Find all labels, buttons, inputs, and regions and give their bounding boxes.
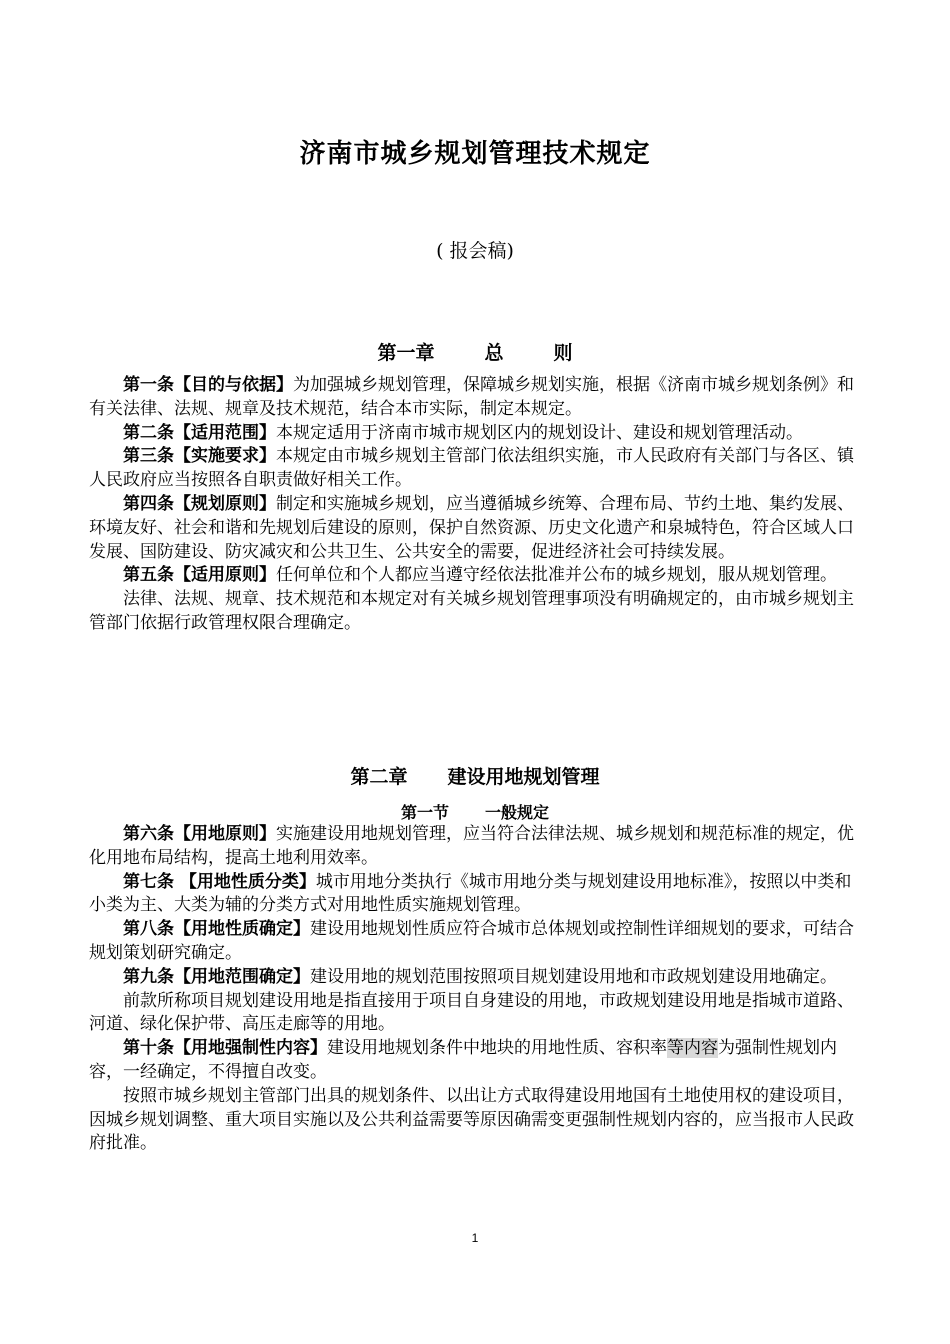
article-text: 制定和实施城乡规划，应当遵循城乡统筹、合理布局、节约土地、集约发展、环境友好、社会和谐和先规划后建设的原则，保护自然资源、历史文化遗产和泉城特色，符合区域人口发展、国防建设、防灾减灾和公共卫生、公共安全的需要，促进经济社会可持续发展。 (89, 493, 854, 562)
article-lead: 第二条【适用范围】 (123, 422, 276, 443)
article-10 (89, 1037, 864, 1085)
article-8 (89, 918, 864, 966)
chapter-1-body (89, 374, 864, 636)
chapter-1-title-b: 则 (553, 342, 573, 364)
article-5-paragraph-2 (89, 588, 864, 636)
article-lead: 第五条【适用原则】 (123, 565, 276, 586)
article-4 (89, 493, 864, 564)
article-lead: 第八条【用地性质确定】 (123, 919, 310, 940)
document-title: 济南市城乡规划管理技术规定 (299, 139, 651, 169)
article-text: 建设用地规划条件中地块的用地性质、容积率 (327, 1038, 667, 1059)
article-lead: 第七条 【用地性质分类】 (123, 871, 316, 892)
article-lead: 第四条【规划原则】 (123, 493, 276, 514)
chapter-2-heading (0, 762, 950, 789)
article-text: 前款所称项目规划建设用地是指直接用于项目自身建设的用地，市政规划建设用地是指城市道路、河道、绿化保护带、高压走廊等的用地。 (89, 990, 854, 1035)
article-lead: 第十条【用地强制性内容】 (123, 1038, 327, 1059)
article-9 (89, 966, 864, 990)
article-9-paragraph-2 (89, 990, 864, 1038)
chapter-2-number: 第二章 (350, 766, 408, 788)
section-1-title: 一般规定 (485, 803, 550, 822)
article-text: 本规定由市城乡规划主管部门依法组织实施，市人民政府有关部门与各区、镇人民政府应当按照各自职责做好相关工作。 (89, 446, 854, 491)
document-subtitle: ( 报会稿) (436, 240, 514, 262)
article-6 (89, 823, 864, 871)
article-text: 法律、法规、规章、技术规范和本规定对有关城乡规划管理事项没有明确规定的，由市城乡规划主管部门依据行政管理权限合理确定。 (89, 589, 854, 633)
article-10-paragraph-2 (89, 1085, 864, 1156)
article-text: 按照市城乡规划主管部门出具的规划条件、以出让方式取得建设用地国有土地使用权的建设项目，因城乡规划调整、重大项目实施以及公共利益需要等原因确需变更强制性规划内容的，应当报市人民政府批准。 (89, 1085, 854, 1154)
section-1-heading (0, 800, 950, 823)
chapter-1-title-a: 总 (484, 342, 504, 364)
article-text: 为加强城乡规划管理，保障城乡规划实施，根据《济南市城乡规划条例》和有关法律、法规、规章及技术规范，结合本市实际，制定本规定。 (89, 375, 854, 419)
highlighted-text: 等内容 (667, 1038, 718, 1059)
article-text: 城市用地分类执行《城市用地分类与规划建设用地标准》，按照以中类和小类为主、大类为辅的分类方式对用地性质实施规划管理。 (89, 871, 852, 916)
article-7 (89, 871, 864, 919)
article-text: 任何单位和个人都应当遵守经依法批准并公布的城乡规划，服从规划管理。 (276, 565, 837, 586)
article-3 (89, 445, 864, 493)
article-text: 本规定适用于济南市城市规划区内的规划设计、建设和规划管理活动。 (276, 422, 803, 443)
article-text: 为强制性规划内容，一经确定，不得擅自改变。 (89, 1038, 837, 1082)
page-number: 1 (471, 1231, 479, 1245)
article-lead: 第三条【实施要求】 (123, 446, 276, 467)
chapter-1-heading (0, 338, 950, 365)
article-lead: 第六条【用地原则】 (123, 824, 276, 844)
article-5 (89, 564, 864, 588)
article-2 (89, 422, 864, 446)
article-1 (89, 374, 864, 422)
article-lead: 第九条【用地范围确定】 (123, 966, 310, 987)
chapter-2-title: 建设用地规划管理 (447, 766, 600, 788)
article-text: 建设用地规划性质应符合城市总体规划或控制性详细规划的要求，可结合规划策划研究确定。 (89, 919, 854, 963)
article-text: 实施建设用地规划管理，应当符合法律法规、城乡规划和规范标准的规定，优化用地布局结构，提高土地利用效率。 (89, 824, 854, 868)
article-text: 建设用地的规划范围按照项目规划建设用地和市政规划建设用地确定。 (310, 966, 837, 987)
chapter-1-number: 第一章 (377, 342, 435, 364)
section-1-number: 第一节 (400, 803, 449, 822)
chapter-2-body (89, 823, 864, 1156)
article-lead: 第一条【目的与依据】 (123, 375, 293, 395)
